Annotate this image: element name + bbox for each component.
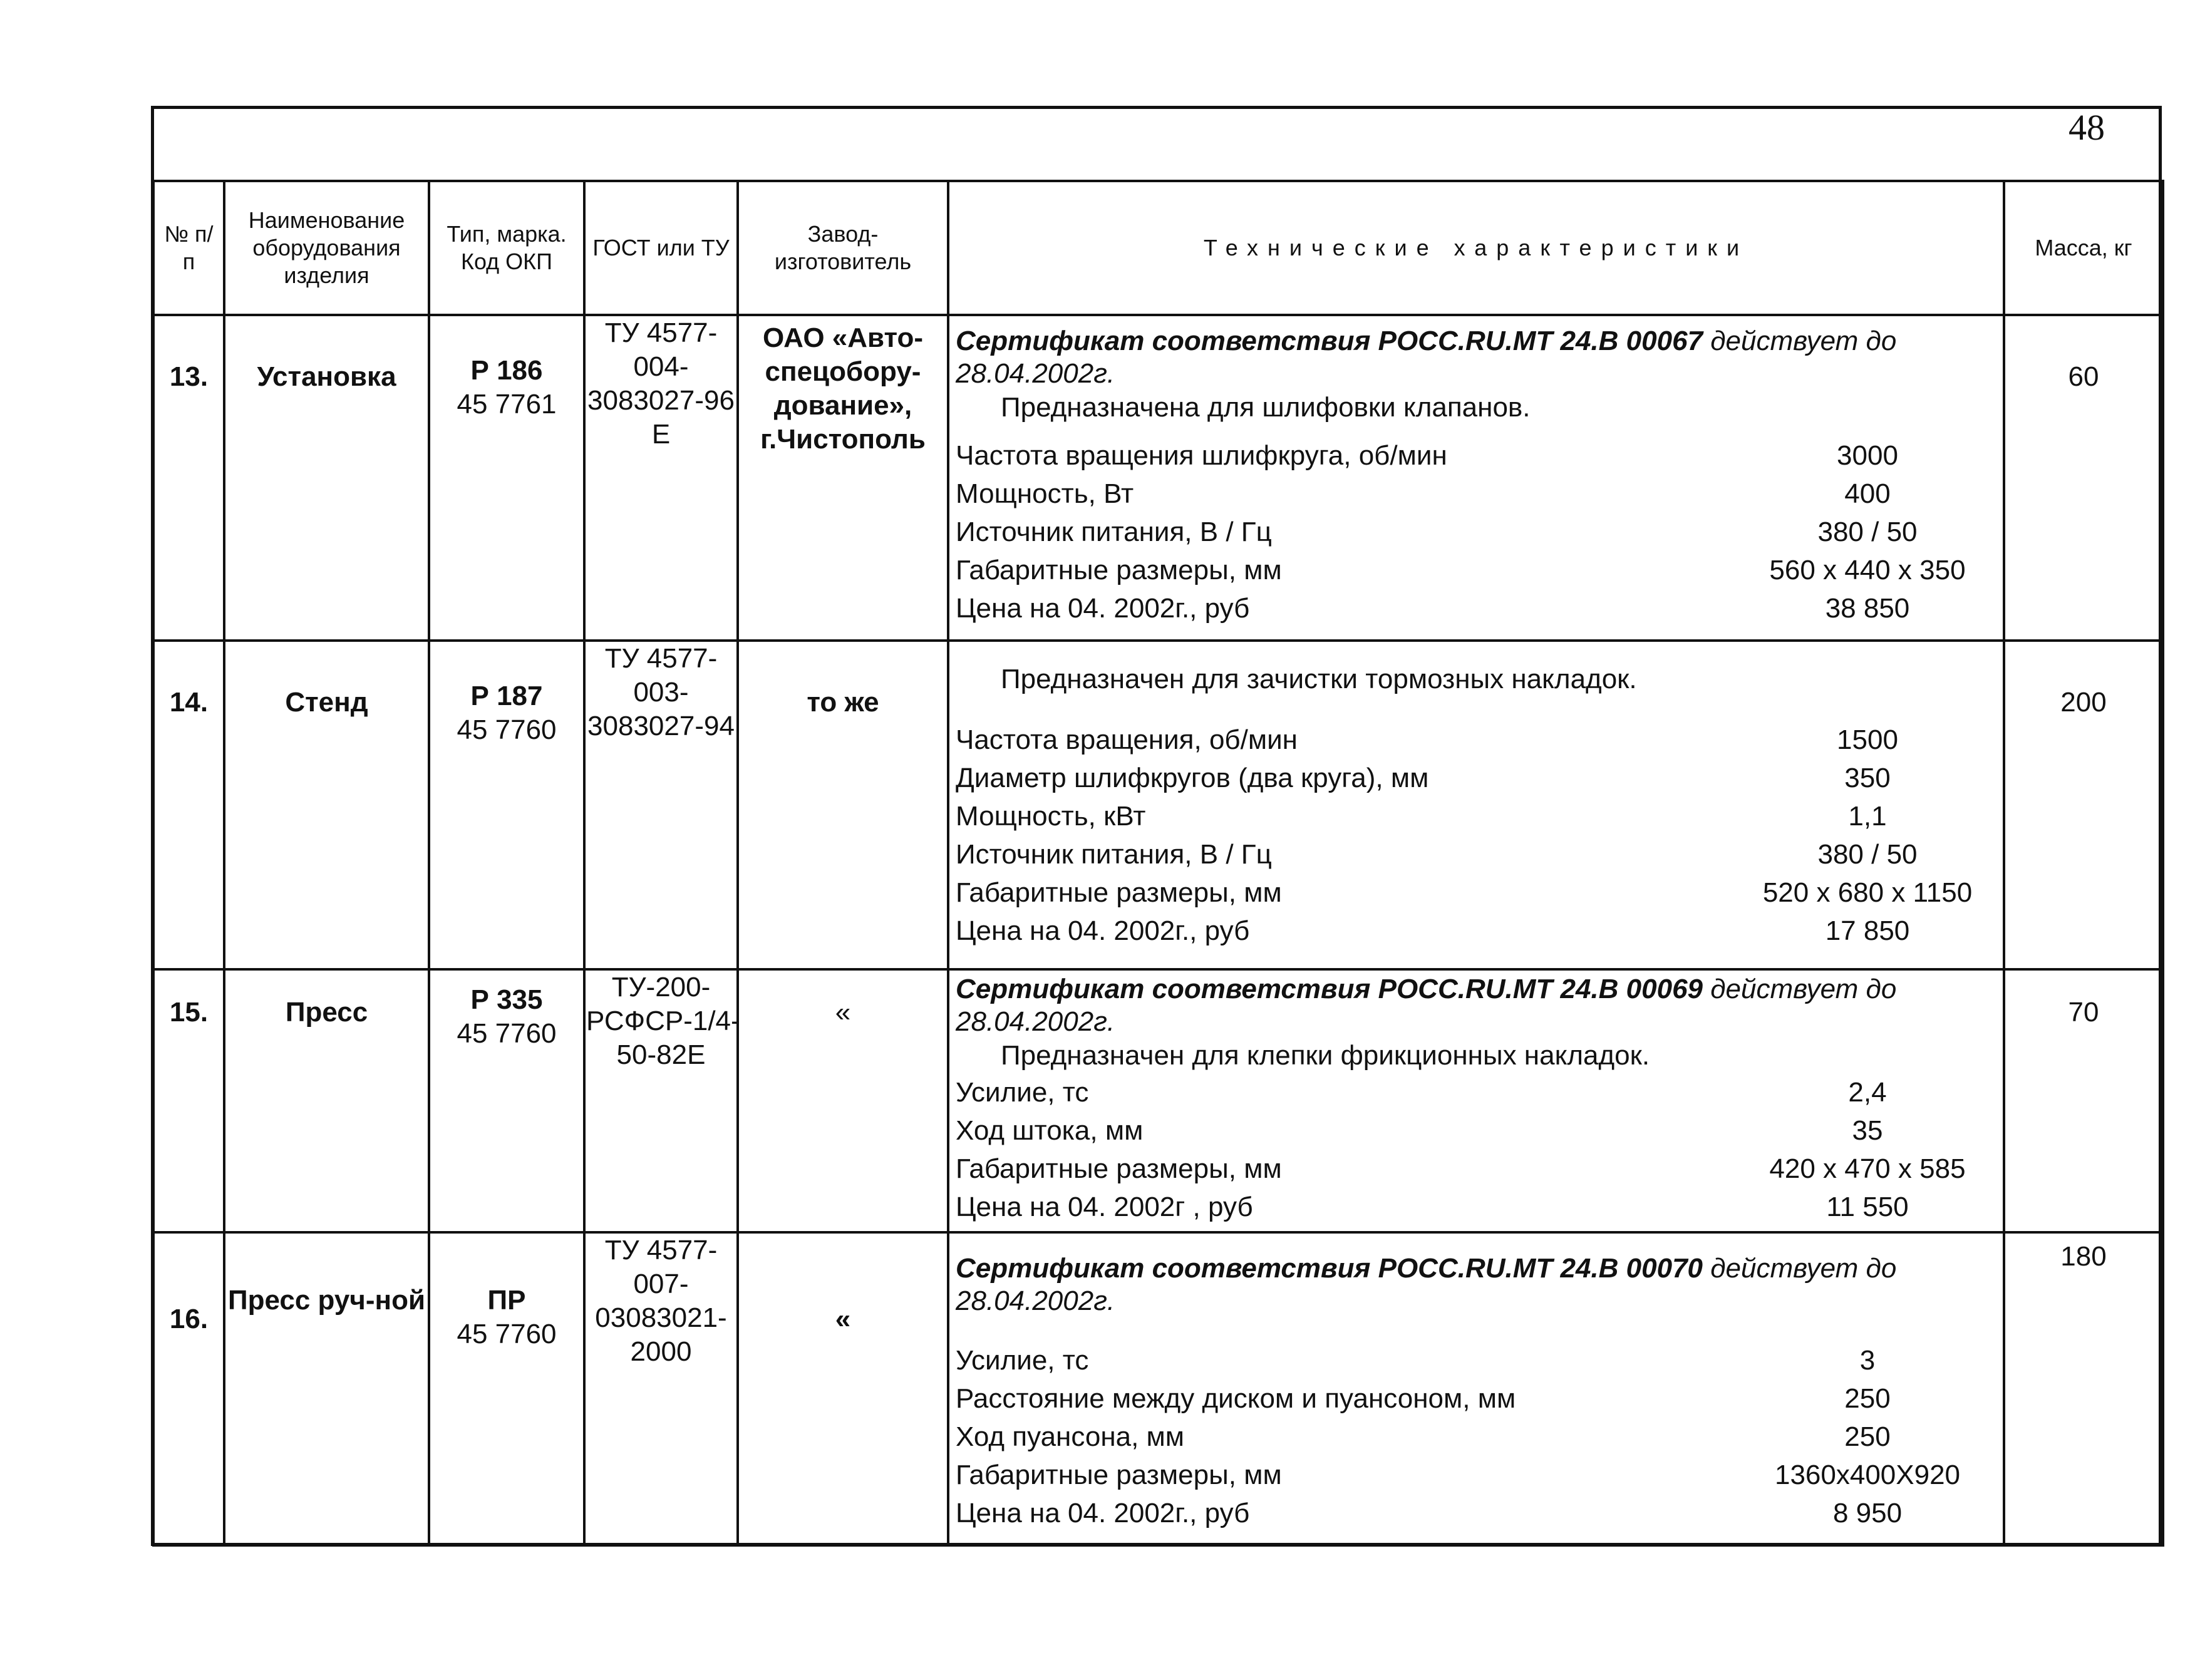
- type-mark: Р 187: [470, 681, 543, 711]
- mass-value: 200: [2004, 641, 2163, 969]
- purpose-text: Предназначен для клепки фрикционных накладок.: [1001, 1040, 1650, 1071]
- tech-specs: [948, 641, 2004, 969]
- gost-spec: ТУ 4577-007-03083021-2000: [584, 1232, 738, 1545]
- row-number: 16.: [153, 1232, 224, 1545]
- header-mass: Масса, кг: [2004, 181, 2163, 315]
- param-row: Габаритные размеры, мм 1360х400Х920: [956, 1460, 1961, 1490]
- param-row: Усилие, тс 2,4: [956, 1077, 1887, 1108]
- header-gost: ГОСТ или ТУ: [584, 181, 738, 315]
- header-row: [153, 181, 2163, 315]
- type-code: [429, 1232, 584, 1545]
- param-row: Расстояние между диском и пуансоном, мм 250: [956, 1383, 1891, 1414]
- param-row: Цена на 04. 2002г., руб 8 950: [956, 1498, 1903, 1528]
- manufacturer: ОАО «Авто-спецобору-дование», г.Чистополь: [738, 315, 948, 641]
- param-row: Усилие, тс 3: [956, 1345, 1876, 1376]
- manufacturer: «: [738, 1232, 948, 1545]
- row-number: 15.: [153, 969, 224, 1232]
- okp-code: 45 7760: [457, 1319, 557, 1349]
- row-number: 14.: [153, 641, 224, 969]
- certificate-number: РОСС.RU.МТ 24.В 00069: [1378, 974, 1703, 1004]
- equipment-table: [152, 180, 2164, 1547]
- purpose-text: Предназначен для зачистки тормозных накладок.: [1001, 664, 1637, 694]
- manufacturer: «: [738, 969, 948, 1232]
- param-row: Диаметр шлифкругов (два круга), мм 350: [956, 763, 1891, 793]
- certificate-text: Сертификат соответствия РОСС.RU.МТ 24.В 00070 действует до 28.04.2002г.: [956, 1253, 1897, 1316]
- type-code: [429, 641, 584, 969]
- gost-spec: ТУ-200-РСФСР-1/4-50-82Е: [584, 969, 738, 1232]
- param-row: Частота вращения, об/мин 1500: [956, 724, 1898, 755]
- certificate-number: РОСС.RU.МТ 24.В 00067: [1378, 326, 1703, 356]
- param-row: Мощность, Вт 400: [956, 478, 1891, 509]
- certificate-number: РОСС.RU.МТ 24.В 00070: [1378, 1253, 1703, 1284]
- type-mark: Р 335: [470, 984, 543, 1015]
- mass-value: 180: [2004, 1232, 2163, 1545]
- equipment-name: Стенд: [224, 641, 429, 969]
- manufacturer: то же: [738, 641, 948, 969]
- type-mark: ПР: [487, 1285, 526, 1316]
- param-row: Мощность, кВт 1,1: [956, 801, 1887, 832]
- equipment-name: Пресс: [224, 969, 429, 1232]
- purpose-text: Предназначена для шлифовки клапанов.: [1001, 392, 1531, 423]
- table-row: [153, 1232, 2163, 1545]
- header-tech: Технические характеристики: [948, 181, 2004, 315]
- gost-spec: ТУ 4577-003-3083027-94: [584, 641, 738, 969]
- certificate-text: Сертификат соответствия РОСС.RU.МТ 24.В 00069 действует до 28.04.2002г.: [956, 974, 1897, 1037]
- header-name: Наименование оборудования изделия: [224, 181, 429, 315]
- header-type: Тип, марка. Код ОКП: [429, 181, 584, 315]
- param-row: Источник питания, В / Гц 380 / 50: [956, 839, 1918, 870]
- param-row: Габаритные размеры, мм 520 х 680 х 1150: [956, 877, 1973, 908]
- table-row: [153, 969, 2163, 1232]
- page-number: 48: [2068, 107, 2105, 148]
- equipment-name: Установка: [224, 315, 429, 641]
- mass-value: 70: [2004, 969, 2163, 1232]
- okp-code: 45 7760: [457, 1018, 557, 1049]
- param-row: Цена на 04. 2002г , руб 11 550: [956, 1192, 1909, 1222]
- header-maker: Завод-изготовитель: [738, 181, 948, 315]
- param-row: Цена на 04. 2002г., руб 38 850: [956, 593, 1910, 624]
- okp-code: 45 7760: [457, 714, 557, 745]
- param-row: Габаритные размеры, мм 420 х 470 х 585: [956, 1153, 1966, 1184]
- table-row: [153, 641, 2163, 969]
- param-row: Частота вращения шлифкруга, об/мин 3000: [956, 440, 1898, 471]
- param-row: Габаритные размеры, мм 560 х 440 х 350: [956, 555, 1966, 585]
- tech-specs: [948, 315, 2004, 641]
- param-row: Ход пуансона, мм 250: [956, 1421, 1891, 1452]
- param-row: Цена на 04. 2002г., руб 17 850: [956, 915, 1910, 946]
- param-row: Ход штока, мм 35: [956, 1115, 1883, 1146]
- type-mark: Р 186: [470, 355, 543, 386]
- gost-spec: ТУ 4577-004-3083027-96 Е: [584, 315, 738, 641]
- equipment-name: Пресс руч-ной: [224, 1232, 429, 1545]
- certificate-text: Сертификат соответствия РОСС.RU.МТ 24.В 00067 действует до 28.04.2002г.: [956, 326, 1897, 389]
- param-row: Источник питания, В / Гц 380 / 50: [956, 517, 1918, 547]
- header-num: № п/п: [153, 181, 224, 315]
- mass-value: 60: [2004, 315, 2163, 641]
- tech-specs: [948, 1232, 2004, 1545]
- tech-specs: [948, 969, 2004, 1232]
- table-row: [153, 315, 2163, 641]
- okp-code: 45 7761: [457, 389, 557, 420]
- type-code: [429, 969, 584, 1232]
- type-code: [429, 315, 584, 641]
- row-number: 13.: [153, 315, 224, 641]
